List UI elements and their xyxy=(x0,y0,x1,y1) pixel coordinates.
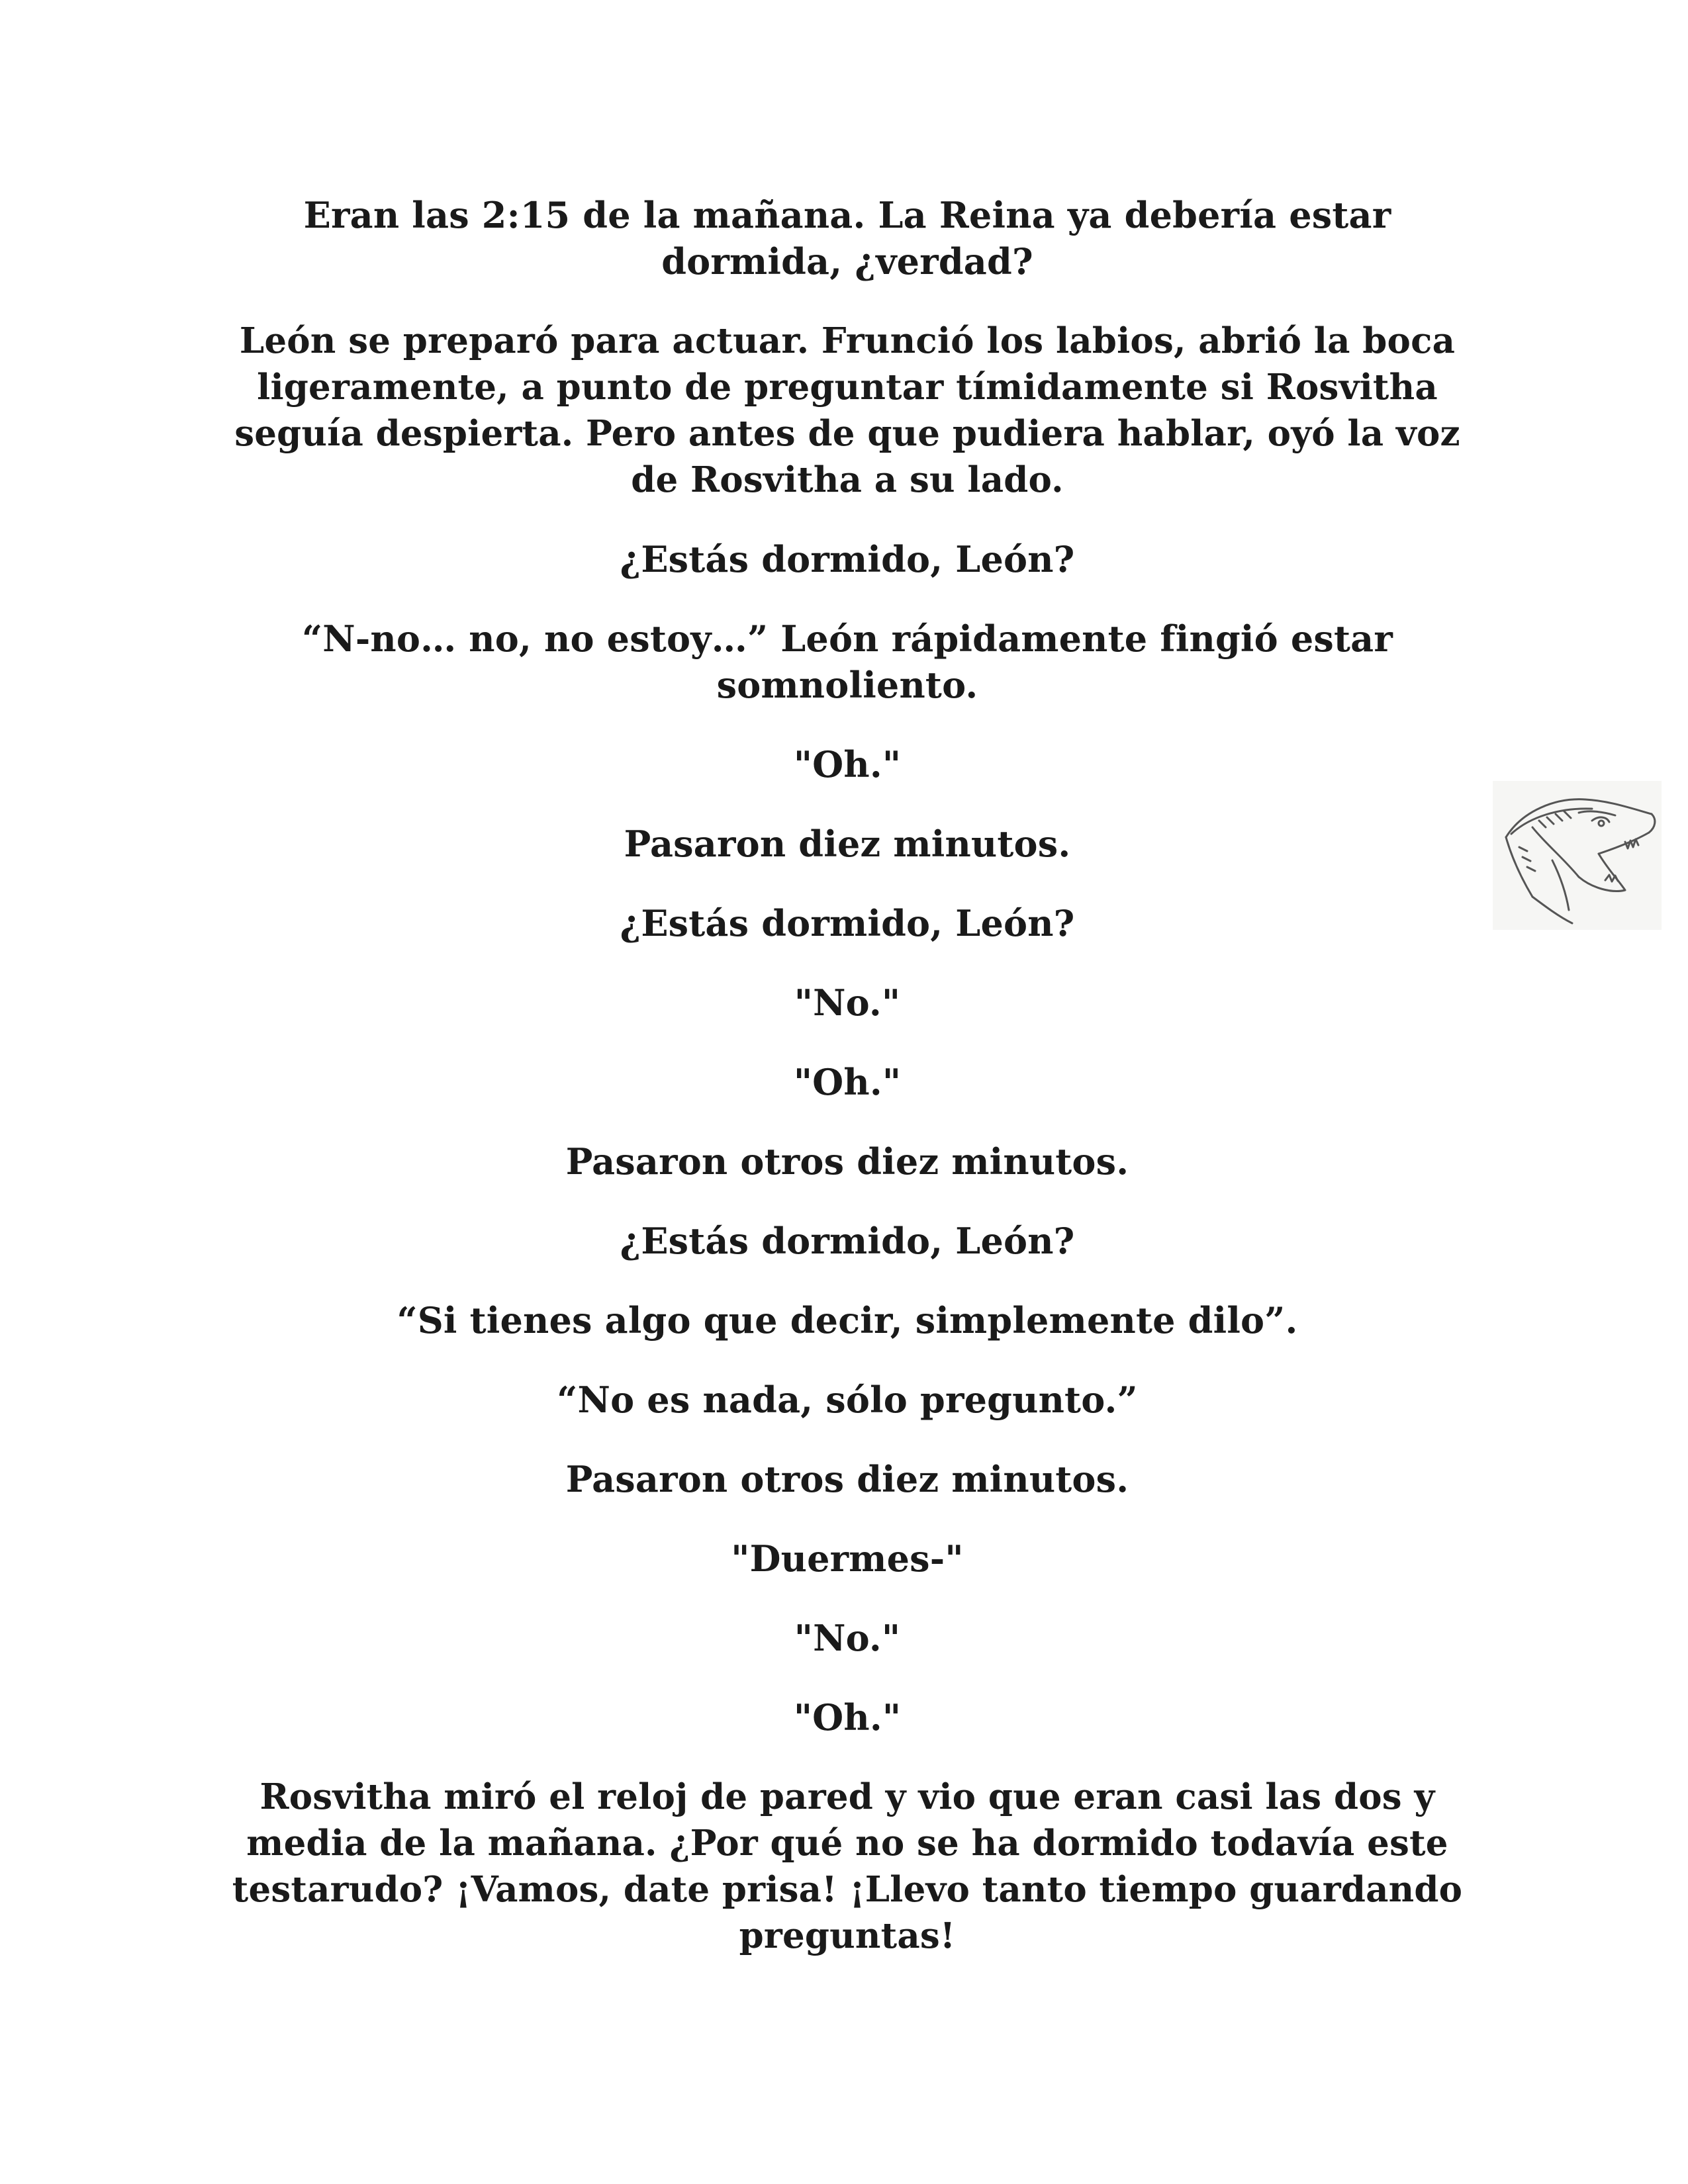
paragraph-15: "Duermes-" xyxy=(731,1537,964,1580)
paragraph-9: "Oh." xyxy=(793,1061,902,1103)
paragraph-8: "No." xyxy=(794,981,901,1024)
paragraph-14: Pasaron otros diez minutos. xyxy=(565,1458,1129,1500)
dinosaur-head-sketch-icon xyxy=(1493,781,1662,930)
paragraph-13: “No es nada, sólo pregunto.” xyxy=(557,1379,1138,1421)
paragraph-1: Eran las 2:15 de la mañana. La Reina ya debería estar dormida, ¿verdad? xyxy=(303,194,1391,283)
paragraph-12: “Si tienes algo que decir, simplemente dilo”. xyxy=(397,1299,1298,1342)
story-text xyxy=(225,192,1470,1992)
paragraph-18: Rosvitha miró el reloj de pared y vio que eran casi las dos y media de la mañana. ¿Por qué no se ha dormido todavía este testarudo? ¡Vamos, date prisa! ¡Llevo tanto tiempo guardando preguntas! xyxy=(232,1776,1463,1956)
paragraph-4: “N-no… no, no estoy…” León rápidamente fingió estar somnoliento. xyxy=(302,617,1393,706)
paragraph-5: "Oh." xyxy=(793,743,902,786)
paragraph-10: Pasaron otros diez minutos. xyxy=(565,1140,1129,1183)
paragraph-7: ¿Estás dormido, León? xyxy=(620,902,1075,944)
paragraph-16: "No." xyxy=(794,1617,901,1659)
paragraph-3: ¿Estás dormido, León? xyxy=(620,538,1075,580)
paragraph-17: "Oh." xyxy=(793,1696,902,1739)
paragraph-6: Pasaron diez minutos. xyxy=(624,823,1071,865)
paragraph-2: León se preparó para actuar. Frunció los labios, abrió la boca ligeramente, a punto de preguntar tímidamente si Rosvitha seguía despierta. Pero antes de que pudiera hablar, oyó la voz de Rosvitha a su lado. xyxy=(234,320,1460,500)
paragraph-11: ¿Estás dormido, León? xyxy=(620,1220,1075,1262)
